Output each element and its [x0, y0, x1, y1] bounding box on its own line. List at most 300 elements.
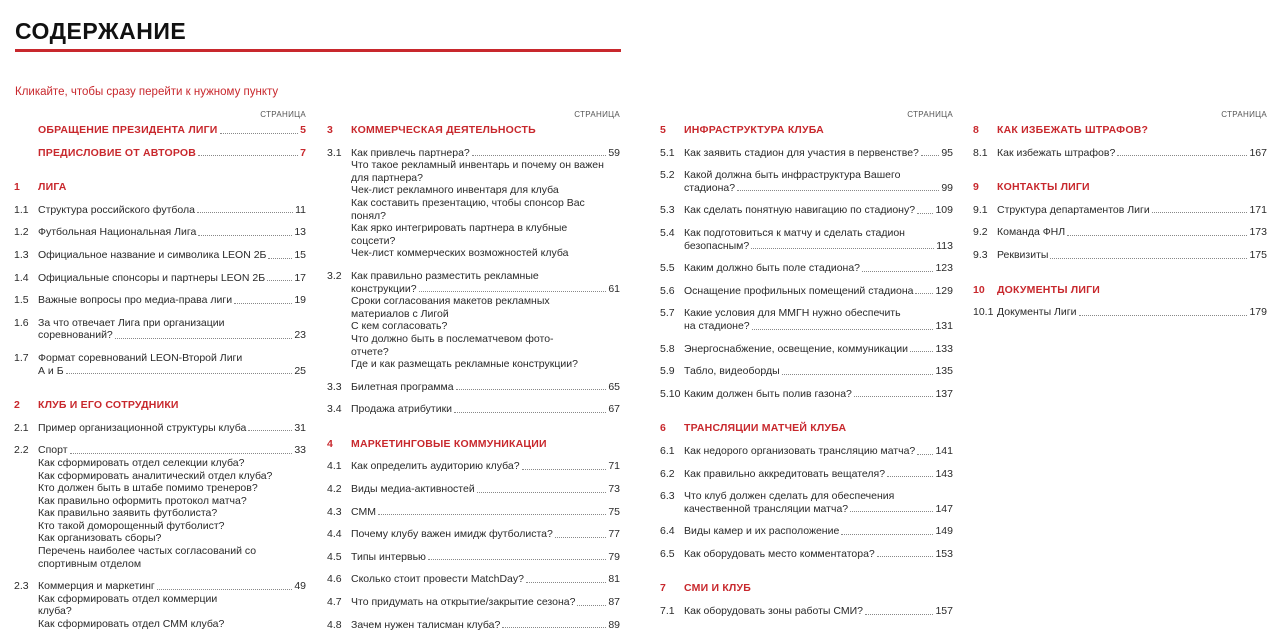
page-number: 167	[1249, 146, 1267, 159]
entry-number: 5.8	[660, 342, 675, 355]
entry-title-line	[351, 270, 620, 283]
entry-body	[38, 147, 306, 160]
toc-entry[interactable]	[14, 294, 306, 307]
entry-number: 4.8	[327, 618, 342, 631]
entry-title: За что отвечает Лига при организации	[38, 316, 225, 329]
entry-title-line	[997, 284, 1267, 297]
entry-title-line	[38, 317, 306, 330]
entry-body	[684, 365, 953, 378]
toc-entry[interactable]	[327, 619, 620, 631]
sub-topic: соцсети?	[351, 234, 396, 247]
entry-title: МАРКЕТИНГОВЫЕ КОММУНИКАЦИИ	[351, 437, 547, 450]
toc-entry[interactable]	[14, 317, 306, 342]
entry-body	[684, 490, 953, 515]
toc-entry[interactable]	[14, 444, 306, 570]
entry-body	[684, 525, 953, 538]
entry-body	[997, 124, 1267, 137]
dot-leader	[917, 213, 933, 214]
page-number: 61	[608, 282, 620, 295]
page-number: 19	[294, 294, 306, 307]
sub-topic: Чек-лист коммерческих возможностей клуба	[351, 247, 569, 260]
entry-title-line	[684, 365, 953, 378]
entry-body	[351, 551, 620, 564]
entry-title-line	[38, 272, 306, 285]
entry-title-line	[38, 399, 306, 412]
toc-entry[interactable]	[973, 306, 1267, 319]
page-number: 157	[935, 605, 953, 618]
entry-number: 8	[973, 124, 979, 136]
entry-body	[997, 226, 1267, 239]
entry-title-line	[38, 249, 306, 262]
entry-body	[38, 352, 306, 377]
page-column-header: СТРАНИЦА	[1221, 110, 1267, 119]
toc-entry[interactable]	[14, 422, 306, 435]
page-number: 7	[300, 146, 306, 159]
toc-section-heading[interactable]	[973, 284, 1267, 297]
entry-title: ДОКУМЕНТЫ ЛИГИ	[997, 283, 1101, 296]
entry-body	[351, 381, 620, 394]
entry-title-line	[684, 388, 953, 401]
dot-leader	[887, 476, 933, 477]
entry-number: 9.1	[973, 203, 988, 216]
entry-title-line	[684, 548, 953, 561]
page-number: 87	[608, 596, 620, 609]
entry-title: соревнований?	[38, 329, 113, 342]
entry-title: Каким должно быть поле стадиона?	[684, 262, 861, 275]
entry-body	[351, 596, 620, 609]
sub-topic: Сроки согласования макетов рекламных	[351, 295, 550, 308]
page-number: 89	[608, 618, 620, 631]
sub-topic: Как сформировать отдел селекции клуба?	[38, 456, 245, 469]
entry-title: Оснащение профильных помещений стадиона	[684, 284, 914, 297]
entry-title: КОММЕРЧЕСКАЯ ДЕЯТЕЛЬНОСТЬ	[351, 124, 536, 136]
entry-title: ИНФРАСТРУКТУРА КЛУБА	[684, 124, 824, 136]
entry-title: Виды медиа-активностей	[351, 483, 475, 496]
toc-entry[interactable]	[14, 204, 306, 217]
entry-number: 6.3	[660, 490, 675, 503]
entry-body	[997, 249, 1267, 262]
entry-body	[38, 444, 306, 570]
toc-entry[interactable]	[14, 226, 306, 239]
dot-leader	[220, 133, 299, 134]
entry-title-line	[997, 124, 1267, 137]
entry-title-line	[351, 283, 620, 296]
dot-leader	[66, 373, 293, 374]
entry-title: ТРАНСЛЯЦИИ МАТЧЕЙ КЛУБА	[684, 422, 847, 435]
sub-topic: Как организовать сборы?	[38, 532, 162, 545]
toc-entry[interactable]	[660, 262, 953, 275]
dot-leader	[1067, 235, 1247, 236]
toc-entry[interactable]	[14, 272, 306, 285]
entry-title: Какие условия для ММГН нужно обеспечить	[684, 307, 901, 320]
entry-title-line	[351, 403, 620, 416]
dot-leader	[752, 329, 934, 330]
toc-entry[interactable]	[660, 388, 953, 401]
entry-body	[684, 169, 953, 194]
entry-title: Как избежать штрафов?	[997, 146, 1116, 159]
entry-number: 9	[973, 181, 979, 194]
page-number: 75	[608, 505, 620, 518]
entry-title-line	[684, 422, 953, 435]
sub-topic: С кем согласовать?	[351, 320, 448, 333]
entry-title-line	[351, 381, 620, 394]
dot-leader	[197, 212, 293, 213]
entry-title-line	[38, 294, 306, 307]
dot-leader	[268, 258, 292, 259]
entry-title-line	[351, 528, 620, 541]
entry-title: Типы интервью	[351, 550, 426, 563]
sub-topic: Что такое рекламный инвентарь и почему он важен	[351, 159, 604, 172]
dot-leader	[917, 454, 933, 455]
entry-title-line	[684, 343, 953, 356]
entry-title: СММ	[351, 505, 376, 518]
toc-entry[interactable]	[327, 596, 620, 609]
page-number: 25	[294, 364, 306, 377]
page-number: 123	[935, 262, 953, 275]
sub-topic: материалов с Лигой	[351, 307, 449, 320]
page-number: 135	[935, 365, 953, 378]
entry-title-line	[684, 320, 953, 333]
entry-body	[351, 270, 620, 371]
entry-title-line	[38, 422, 306, 435]
entry-title-line	[684, 582, 953, 595]
entry-title: Структура российского футбола	[38, 203, 195, 216]
entry-number: 6	[660, 422, 666, 435]
sub-topic: Кто должен быть в штабе помимо тренеров?	[38, 482, 258, 495]
entry-number: 4.7	[327, 596, 342, 609]
entry-title: Как недорого организовать трансляцию матча?	[684, 444, 916, 457]
entry-title: Спорт	[38, 444, 68, 457]
dot-leader	[915, 293, 933, 294]
entry-body	[684, 605, 953, 618]
page-number: 129	[935, 284, 953, 297]
page-number: 59	[608, 146, 620, 159]
dot-leader	[850, 511, 933, 512]
entry-number: 2.2	[14, 444, 29, 457]
page-number: 65	[608, 380, 620, 393]
dot-leader	[1152, 212, 1248, 213]
entry-body	[684, 582, 953, 595]
entry-number: 4.1	[327, 460, 342, 473]
toc-entry[interactable]	[660, 548, 953, 561]
dot-leader	[751, 248, 934, 249]
toc-intro-link[interactable]	[14, 147, 306, 160]
toc-entry[interactable]	[660, 227, 953, 252]
toc-entry[interactable]	[327, 551, 620, 564]
entry-title-line	[684, 124, 953, 137]
entry-title: А и Б	[38, 364, 64, 377]
toc-entry[interactable]	[660, 365, 953, 378]
page-number: 153	[935, 547, 953, 560]
dot-leader	[910, 351, 934, 352]
entry-title: СМИ И КЛУБ	[684, 582, 751, 595]
entry-title: Документы Лиги	[997, 306, 1077, 319]
entry-number: 5.5	[660, 262, 675, 275]
entry-number: 1	[14, 181, 20, 194]
entry-title-line	[684, 285, 953, 298]
entry-number: 9.3	[973, 248, 988, 261]
entry-title: Почему клубу важен имидж футболиста?	[351, 528, 553, 541]
entry-number: 1.5	[14, 294, 29, 307]
entry-title: Реквизиты	[997, 248, 1049, 261]
entry-title-line	[684, 525, 953, 538]
page-number: 175	[1249, 248, 1267, 261]
page-number: 49	[294, 580, 306, 593]
toc-section-heading[interactable]	[973, 124, 1267, 137]
entry-body	[351, 483, 620, 496]
entry-number: 10	[973, 283, 985, 296]
entry-title: Как сделать понятную навигацию по стадиону?	[684, 204, 916, 217]
sub-topic: понял?	[351, 209, 386, 222]
entry-title: Сколько стоит провести MatchDay?	[351, 573, 524, 586]
toc-entry[interactable]	[660, 147, 953, 160]
entry-body	[38, 422, 306, 435]
entry-title-line	[997, 181, 1267, 194]
toc-entry[interactable]	[660, 343, 953, 356]
entry-title: Виды камер и их расположение	[684, 525, 840, 538]
dot-leader	[70, 453, 293, 454]
toc-entry[interactable]	[660, 445, 953, 458]
sub-topic: Как сформировать отдел СММ клуба?	[38, 618, 225, 631]
toc-intro-link[interactable]	[14, 124, 306, 137]
toc-entry[interactable]	[327, 403, 620, 416]
page-number: 31	[294, 421, 306, 434]
entry-number: 3.1	[327, 146, 342, 159]
entry-body	[997, 181, 1267, 194]
toc-entry[interactable]	[327, 381, 620, 394]
entry-number: 7.1	[660, 605, 675, 618]
entry-body	[38, 317, 306, 342]
entry-title-line	[684, 262, 953, 275]
entry-title: ОБРАЩЕНИЕ ПРЕЗИДЕНТА ЛИГИ	[38, 124, 218, 136]
entry-title: Как привлечь партнера?	[351, 146, 470, 159]
entry-title: КАК ИЗБЕЖАТЬ ШТРАФОВ?	[997, 124, 1149, 136]
dot-leader	[502, 627, 606, 628]
sub-topic: Как сформировать аналитический отдел клуба?	[38, 469, 273, 482]
dot-leader	[157, 589, 293, 590]
entry-number: 1.7	[14, 351, 29, 364]
entry-title: Как оборудовать место комментатора?	[684, 547, 875, 560]
toc-entry[interactable]	[973, 147, 1267, 160]
page-number: 179	[1249, 306, 1267, 319]
entry-body	[684, 548, 953, 561]
entry-title-line	[38, 204, 306, 217]
entry-title-line	[684, 307, 953, 320]
toc-entry[interactable]	[327, 528, 620, 541]
entry-title-line	[684, 468, 953, 481]
page-number: 113	[936, 239, 953, 252]
entry-body	[351, 528, 620, 541]
instruction-text: Кликайте, чтобы сразу перейти к нужному пункту	[15, 86, 279, 98]
entry-body	[997, 306, 1267, 319]
toc-entry[interactable]	[660, 285, 953, 298]
toc-entry[interactable]	[973, 249, 1267, 262]
dot-leader	[921, 155, 939, 156]
entry-number: 5.9	[660, 365, 675, 378]
toc-section-heading[interactable]	[14, 181, 306, 194]
toc-entry[interactable]	[660, 169, 953, 194]
entry-title-line	[38, 226, 306, 239]
entry-number: 5.2	[660, 169, 675, 182]
page-number: 99	[941, 181, 953, 194]
dot-leader	[1117, 155, 1247, 156]
page-number: 67	[608, 403, 620, 416]
toc-column-4	[973, 110, 1267, 319]
entry-body	[38, 124, 306, 137]
toc-entry[interactable]	[327, 573, 620, 586]
page-number: 11	[295, 203, 306, 216]
entry-title: Формат соревнований LEON-Второй Лиги	[38, 351, 243, 364]
page-number: 133	[935, 342, 953, 355]
entry-body	[997, 284, 1267, 297]
toc-section-heading[interactable]	[660, 582, 953, 595]
entry-body	[38, 272, 306, 285]
toc-entry[interactable]	[973, 204, 1267, 217]
toc-entry[interactable]	[660, 605, 953, 618]
entry-number: 1.6	[14, 316, 29, 329]
entry-title: Коммерция и маркетинг	[38, 580, 155, 593]
dot-leader	[198, 235, 292, 236]
toc-entry[interactable]	[14, 352, 306, 377]
toc-entry[interactable]	[327, 270, 620, 371]
toc-entry[interactable]	[14, 249, 306, 262]
entry-title: ЛИГА	[38, 181, 67, 194]
toc-entry[interactable]	[327, 147, 620, 260]
entry-title: Как заявить стадион для участия в первенстве?	[684, 146, 919, 159]
entry-title: Как правильно разместить рекламные	[351, 269, 539, 282]
toc-section-heading[interactable]	[327, 124, 620, 137]
page-number: 109	[935, 204, 953, 217]
entry-title: безопасным?	[684, 239, 750, 252]
entry-title-line	[684, 445, 953, 458]
entry-title-line	[351, 124, 620, 137]
entry-title-line	[38, 444, 306, 457]
entry-title: Билетная программа	[351, 380, 454, 393]
entry-title: Табло, видеоборды	[684, 365, 780, 378]
entry-title-line	[351, 596, 620, 609]
sub-topic: Чек-лист рекламного инвентаря для клуба	[351, 184, 559, 197]
entry-number: 2.1	[14, 421, 29, 434]
toc-column-2	[327, 110, 620, 631]
entry-title-line	[684, 147, 953, 160]
title-underline	[15, 49, 621, 52]
toc-entry[interactable]	[973, 226, 1267, 239]
toc-section-heading[interactable]	[660, 124, 953, 137]
dot-leader	[454, 412, 606, 413]
toc-entry[interactable]	[327, 460, 620, 473]
entry-title: качественной трансляции матча?	[684, 502, 849, 515]
entry-title: Официальные спонсоры и партнеры LEON 2Б	[38, 271, 266, 284]
entry-title: Что придумать на открытие/закрытие сезона?	[351, 596, 576, 609]
entry-number: 10.1	[973, 306, 994, 319]
entry-title-line	[38, 147, 306, 160]
entry-title: Каким должен быть полив газона?	[684, 387, 852, 400]
page-number: 143	[935, 467, 953, 480]
entry-title-line	[38, 329, 306, 342]
toc-entry[interactable]	[660, 525, 953, 538]
entry-number: 6.4	[660, 525, 675, 538]
toc-section-heading[interactable]	[660, 422, 953, 435]
toc-entry[interactable]	[14, 580, 306, 630]
entry-number: 5.3	[660, 204, 675, 217]
sub-topic: Как сформировать отдел коммерции	[38, 592, 218, 605]
page-number: 33	[294, 444, 306, 457]
entry-body	[38, 580, 306, 630]
entry-title: КЛУБ И ЕГО СОТРУДНИКИ	[38, 399, 179, 412]
entry-title: на стадионе?	[684, 319, 750, 332]
entry-body	[684, 204, 953, 217]
entry-body	[38, 249, 306, 262]
toc-section-heading[interactable]	[327, 438, 620, 451]
entry-body	[38, 294, 306, 307]
toc-entry[interactable]	[327, 506, 620, 519]
entry-body	[684, 445, 953, 458]
page-number: 81	[608, 573, 620, 586]
entry-title-line	[351, 506, 620, 519]
entry-body	[684, 285, 953, 298]
page-number: 5	[300, 124, 306, 136]
dot-leader	[115, 338, 293, 339]
page-number: 73	[608, 483, 620, 496]
page-number: 141	[935, 444, 953, 457]
toc-entry[interactable]	[660, 307, 953, 332]
entry-number	[14, 147, 38, 160]
entry-body	[351, 124, 620, 137]
entry-title: Как правильно аккредитовать вещателя?	[684, 467, 886, 480]
entry-title-line	[997, 226, 1267, 239]
entry-title: Как оборудовать зоны работы СМИ?	[684, 605, 863, 618]
entry-title: Важные вопросы про медиа-права лиги	[38, 294, 233, 307]
entry-title-line	[684, 204, 953, 217]
toc-column-3	[660, 110, 953, 618]
page-number: 15	[294, 248, 306, 261]
toc-entry[interactable]	[660, 204, 953, 217]
entry-title-line	[684, 605, 953, 618]
entry-title: Какой должна быть инфраструктура Вашего	[684, 169, 901, 182]
entry-title-line	[38, 365, 306, 378]
toc-entry[interactable]	[327, 483, 620, 496]
toc-entry[interactable]	[660, 468, 953, 481]
page-number: 147	[935, 502, 953, 515]
sub-topic: Перечень наиболее частых согласований со	[38, 545, 257, 558]
entry-body	[684, 388, 953, 401]
entry-title-line	[38, 352, 306, 365]
page-number: 17	[294, 271, 306, 284]
toc-section-heading[interactable]	[14, 399, 306, 412]
entry-body	[997, 204, 1267, 217]
entry-title-line	[351, 438, 620, 451]
dot-leader	[477, 492, 607, 493]
entry-number: 4.3	[327, 505, 342, 518]
entry-number: 3.3	[327, 380, 342, 393]
toc-section-heading[interactable]	[973, 181, 1267, 194]
page-number: 171	[1249, 203, 1267, 216]
entry-body	[684, 468, 953, 481]
page-title: СОДЕРЖАНИЕ	[15, 18, 187, 44]
dot-leader	[522, 469, 607, 470]
entry-title: ПРЕДИСЛОВИЕ ОТ АВТОРОВ	[38, 146, 197, 159]
dot-leader	[526, 582, 606, 583]
entry-title: Команда ФНЛ	[997, 226, 1066, 239]
entry-body	[38, 181, 306, 194]
dot-leader	[877, 556, 934, 557]
sub-topic: для партнера?	[351, 171, 423, 184]
entry-number: 5.1	[660, 146, 675, 159]
entry-title: Продажа атрибутики	[351, 403, 453, 416]
entry-number: 4.6	[327, 573, 342, 586]
toc-entry[interactable]	[660, 490, 953, 515]
entry-body	[684, 227, 953, 252]
